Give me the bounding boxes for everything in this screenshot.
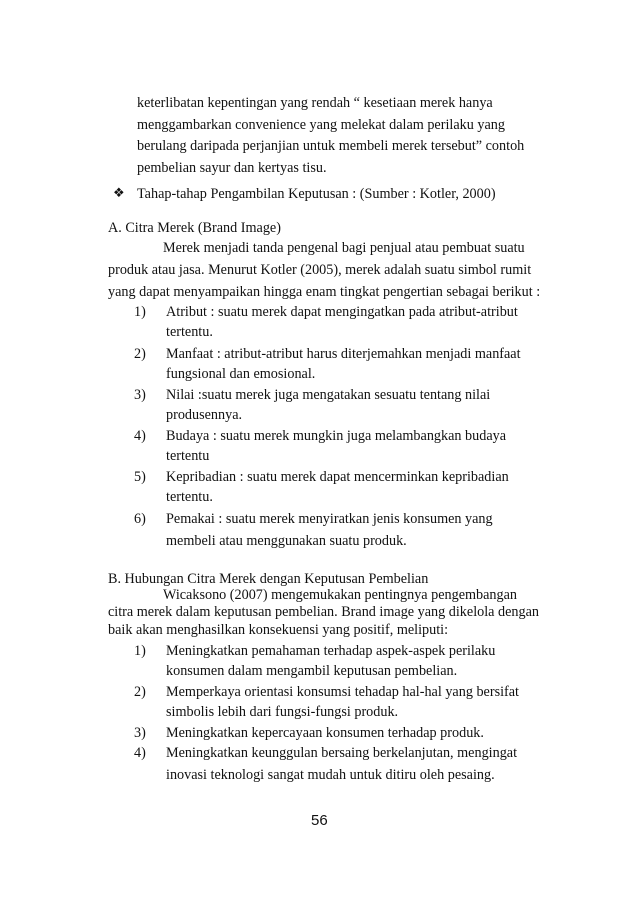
list-item-text: Nilai :suatu merek juga mengatakan sesuatu tentang nilai	[166, 387, 491, 403]
list-item-text-cont: tertentu.	[166, 324, 213, 340]
list-item-text: Meningkatkan kepercayaan konsumen terhadap produk.	[166, 725, 484, 741]
diamond-bullet-icon: ❖	[113, 186, 125, 201]
page-number: 56	[311, 812, 328, 829]
intro-line-3: berulang daripada perjanjian untuk membeli merek tersebut” contoh	[137, 138, 525, 154]
intro-line-1: keterlibatan kepentingan yang rendah “ kesetiaan merek hanya	[137, 95, 493, 111]
section-a-para-line-3: yang dapat menyampaikan hingga enam tingkat pengertian sebagai berikut :	[108, 284, 541, 300]
list-item-number: 6)	[134, 511, 146, 527]
list-item-number: 4)	[134, 428, 146, 444]
section-a-para-line-2: produk atau jasa. Menurut Kotler (2005), merek adalah suatu simbol rumit	[108, 262, 532, 278]
section-b-para-line-2: citra merek dalam keputusan pembelian. Brand image yang dikelola dengan	[108, 604, 539, 620]
list-item-number: 4)	[134, 745, 146, 761]
list-item-number: 2)	[134, 684, 146, 700]
list-item-text-cont: fungsional dan emosional.	[166, 366, 316, 382]
list-item-number: 5)	[134, 469, 146, 485]
list-item-number: 3)	[134, 387, 146, 403]
list-item-number: 3)	[134, 725, 146, 741]
list-item-text: Budaya : suatu merek mungkin juga melambangkan budaya	[166, 428, 507, 444]
list-item-text: Kepribadian : suatu merek dapat mencerminkan kepribadian	[166, 469, 509, 485]
section-a-heading: A. Citra Merek (Brand Image)	[108, 220, 281, 236]
intro-line-2: menggambarkan convenience yang melekat dalam perilaku yang	[137, 117, 505, 133]
list-item-text-cont: tertentu.	[166, 489, 213, 505]
list-item-number: 2)	[134, 346, 146, 362]
list-item-text: Pemakai : suatu merek menyiratkan jenis konsumen yang	[166, 511, 493, 527]
list-item-text-cont: tertentu	[166, 448, 210, 464]
list-item-text: Meningkatkan keunggulan bersaing berkelanjutan, mengingat	[166, 745, 518, 761]
intro-line-4: pembelian sayur dan kertyas tisu.	[137, 160, 327, 176]
list-item-number: 1)	[134, 304, 146, 320]
list-item-text-cont: membeli atau menggunakan suatu produk.	[166, 533, 407, 549]
bullet-text: Tahap-tahap Pengambilan Keputusan : (Sumber : Kotler, 2000)	[137, 186, 496, 202]
section-b-para-line-3: baik akan menghasilkan konsekuensi yang positif, meliputi:	[108, 622, 449, 638]
list-item-text: Meningkatkan pemahaman terhadap aspek-aspek perilaku	[166, 643, 496, 659]
list-item-text-cont: inovasi teknologi sangat mudah untuk ditiru oleh pesaing.	[166, 767, 495, 783]
list-item-number: 1)	[134, 643, 146, 659]
list-item-text: Memperkaya orientasi konsumsi tehadap hal-hal yang bersifat	[166, 684, 519, 700]
section-a-para-line-1: Merek menjadi tanda pengenal bagi penjual atau pembuat suatu	[163, 240, 525, 256]
list-item-text-cont: produsennya.	[166, 407, 243, 423]
list-item-text: Atribut : suatu merek dapat mengingatkan pada atribut-atribut	[166, 304, 518, 320]
list-item-text-cont: simbolis lebih dari fungsi-fungsi produk.	[166, 704, 399, 720]
section-b-para-line-1: Wicaksono (2007) mengemukakan pentingnya pengembangan	[163, 587, 518, 603]
section-b-heading: B. Hubungan Citra Merek dengan Keputusan Pembelian	[108, 571, 429, 587]
list-item-text: Manfaat : atribut-atribut harus diterjemahkan menjadi manfaat	[166, 346, 521, 362]
list-item-text-cont: konsumen dalam mengambil keputusan pembelian.	[166, 663, 458, 679]
